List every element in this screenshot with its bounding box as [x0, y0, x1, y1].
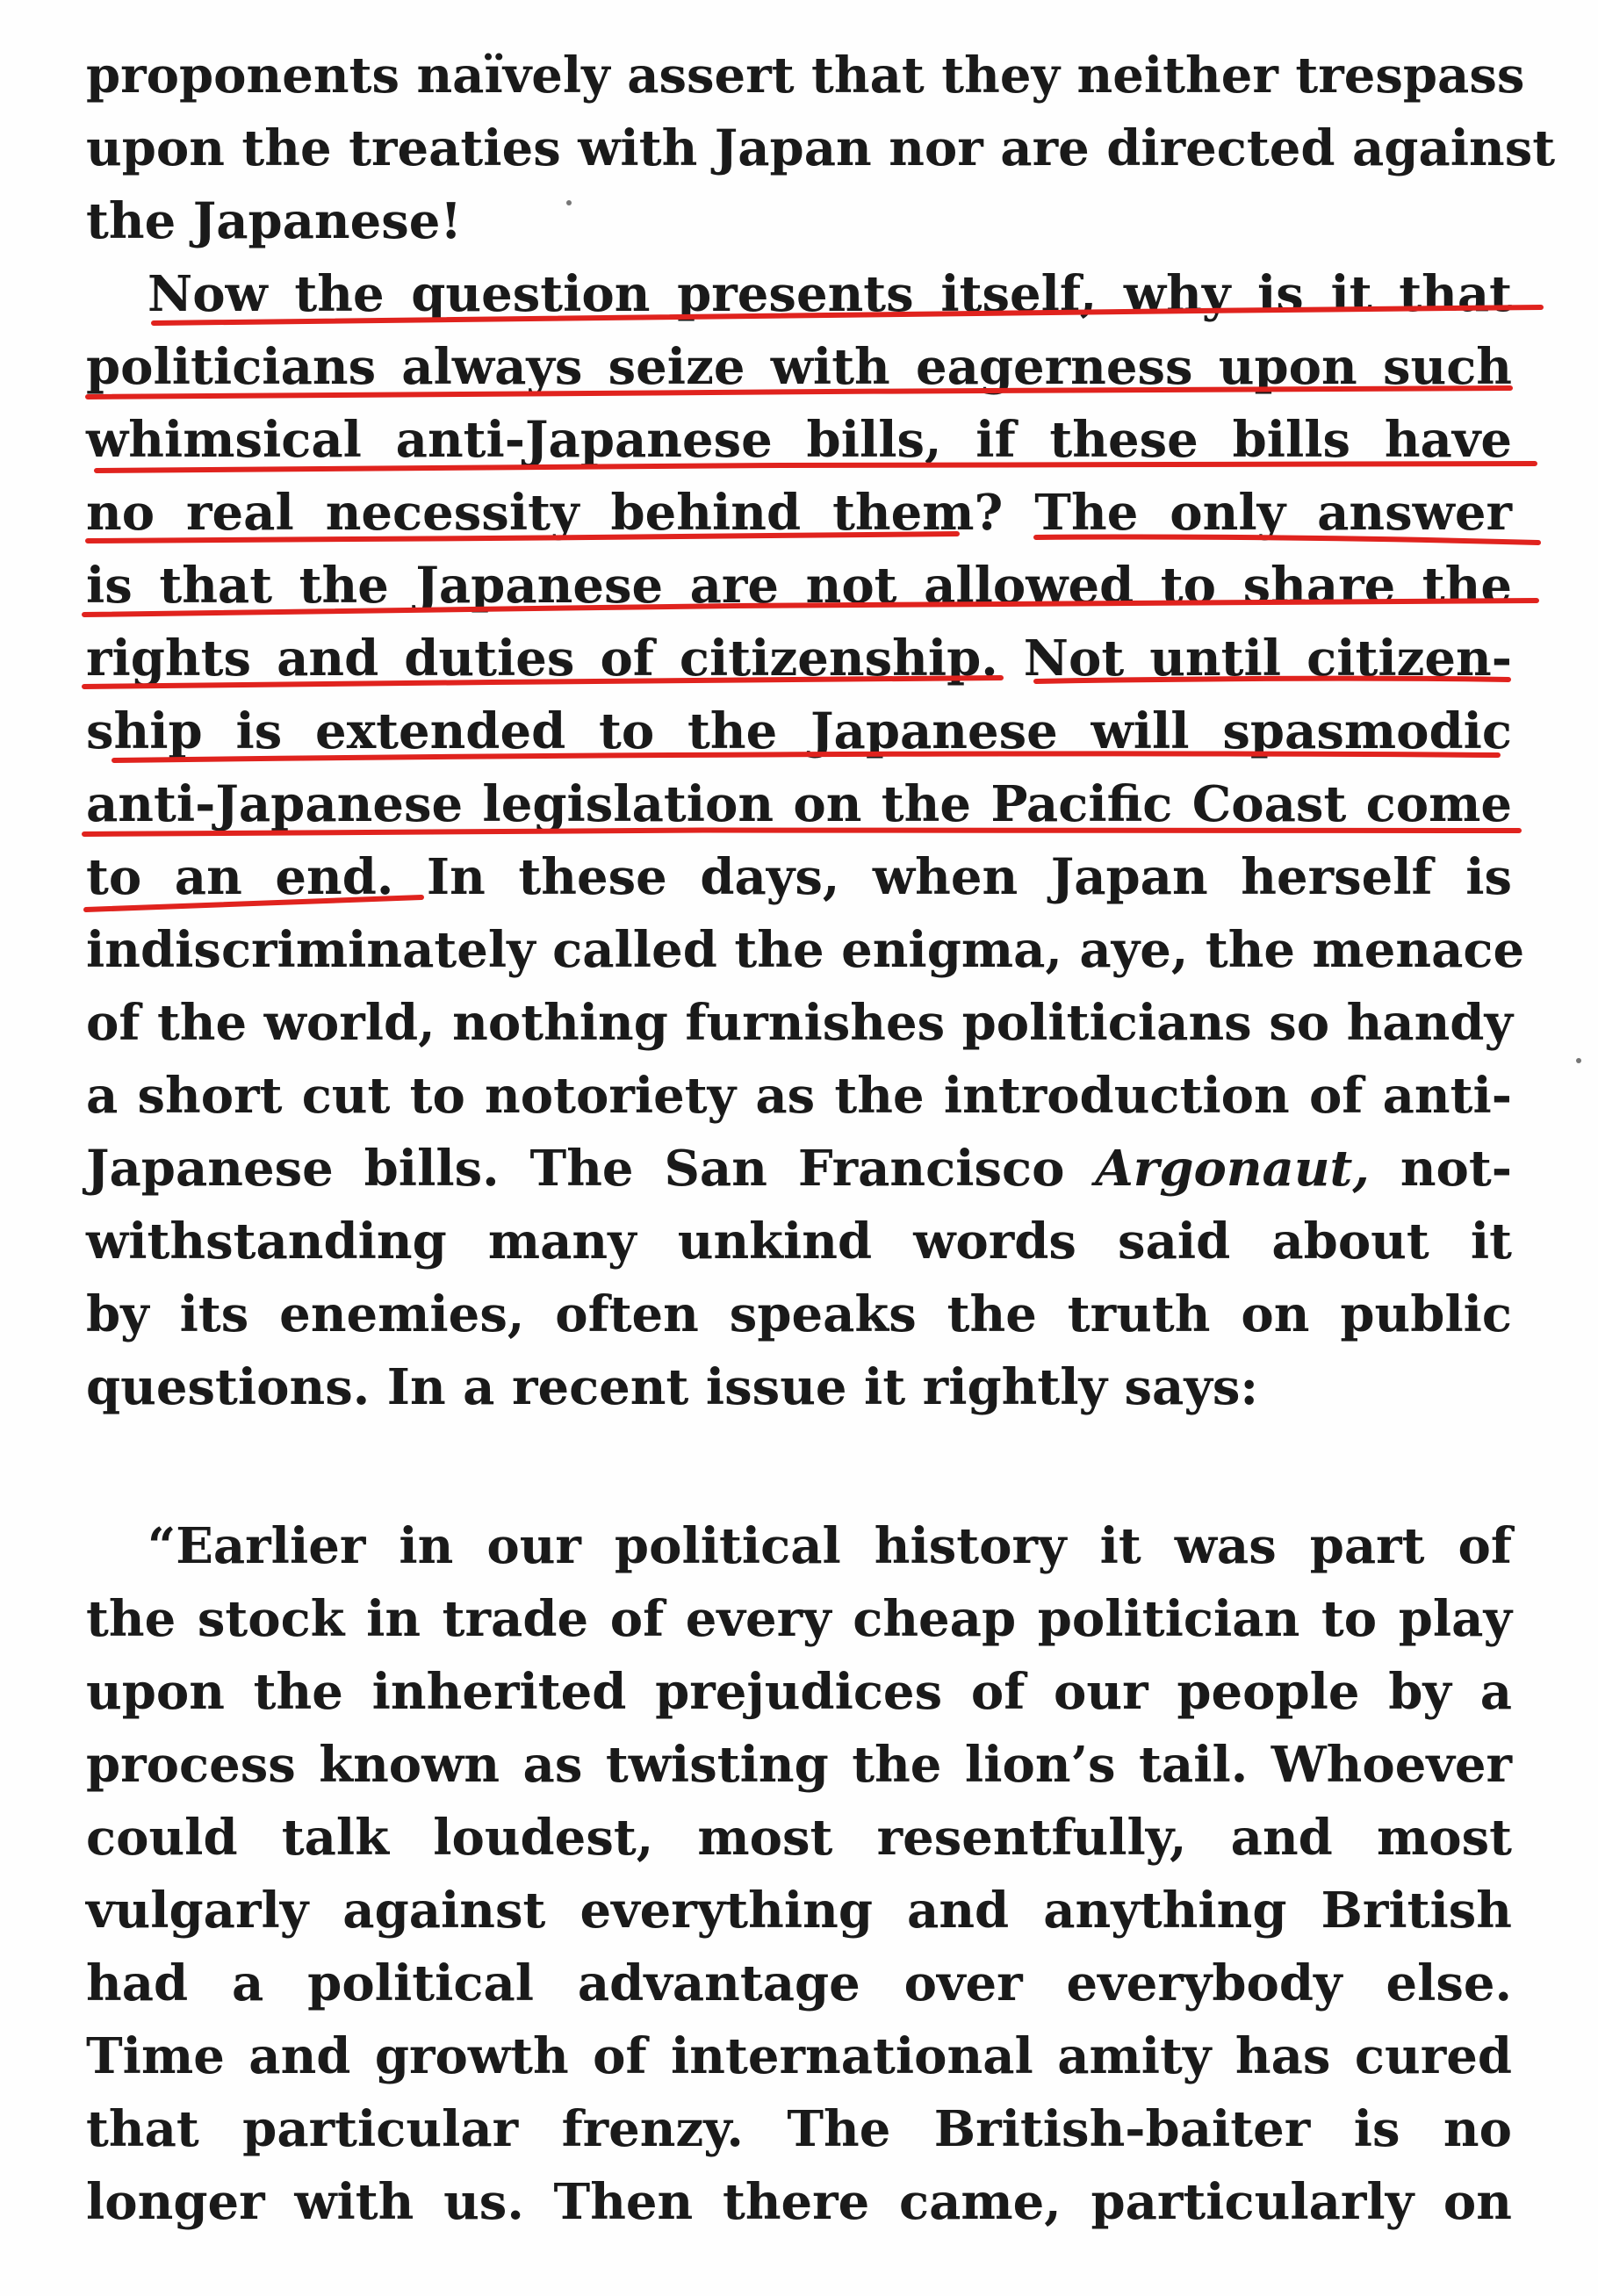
text-line: a short cut to notoriety as the introduction of anti-: [86, 1067, 1512, 1125]
quote-line: upon the inherited prejudices of our people by a: [86, 1663, 1512, 1721]
text-line: of the world, nothing furnishes politicians so handy: [86, 994, 1513, 1052]
text-line: ship is extended to the Japanese will spasmodic: [86, 702, 1512, 760]
text-line: by its enemies, often speaks the truth on public: [86, 1285, 1512, 1343]
text-line: rights and duties of citizenship. Not until citizen-: [86, 630, 1512, 687]
text-segment: not-: [1369, 1140, 1512, 1198]
text-line-with-italic: [86, 1133, 1512, 1206]
text-line: proponents naïvely assert that they neither trespass: [86, 47, 1525, 104]
quote-line: could talk loudest, most resentfully, and most: [86, 1809, 1512, 1867]
quote-line: Time and growth of international amity has cured: [86, 2027, 1512, 2085]
quote-line: that particular frenzy. The British-baiter is no: [86, 2100, 1512, 2158]
text-line: withstanding many unkind words said about it: [86, 1213, 1512, 1270]
quote-line: process known as twisting the lion’s tail. Whoever: [86, 1736, 1512, 1794]
text-line: the Japanese!: [86, 192, 463, 250]
italic-title: Argonaut,: [1095, 1140, 1370, 1198]
quote-line: vulgarly against everything and anything British: [86, 1882, 1512, 1940]
text-line: is that the Japanese are not allowed to share the: [86, 557, 1512, 615]
quote-line: had a political advantage over everybody else.: [86, 1954, 1512, 2012]
paper-speck: [1576, 1058, 1581, 1063]
main-text: [86, 40, 1556, 1424]
text-line: questions. In a recent issue it rightly says:: [86, 1358, 1259, 1416]
quote-line: the stock in trade of every cheap politician to play: [86, 1590, 1512, 1648]
text-line: whimsical anti-Japanese bills, if these bills have: [86, 411, 1512, 469]
paper-speck: [566, 200, 572, 205]
text-line: Now the question presents itself, why is it that: [148, 265, 1512, 323]
text-line: no real necessity behind them? The only answer: [86, 484, 1512, 542]
quote-line: “Earlier in our political history it was part of: [148, 1517, 1512, 1575]
text-line: indiscriminately called the enigma, aye, the menace: [86, 921, 1525, 979]
text-line: anti-Japanese legislation on the Pacific Coast come: [86, 775, 1512, 833]
text-line: upon the treaties with Japan nor are directed against: [86, 119, 1556, 177]
quoted-passage: [86, 1510, 1512, 2239]
quote-line: longer with us. Then there came, particularly on: [86, 2173, 1512, 2231]
text-segment: Japanese bills. The San Francisco: [86, 1140, 1096, 1198]
text-line: politicians always seize with eagerness upon such: [86, 338, 1512, 396]
text-line: to an end. In these days, when Japan herself is: [86, 848, 1512, 906]
